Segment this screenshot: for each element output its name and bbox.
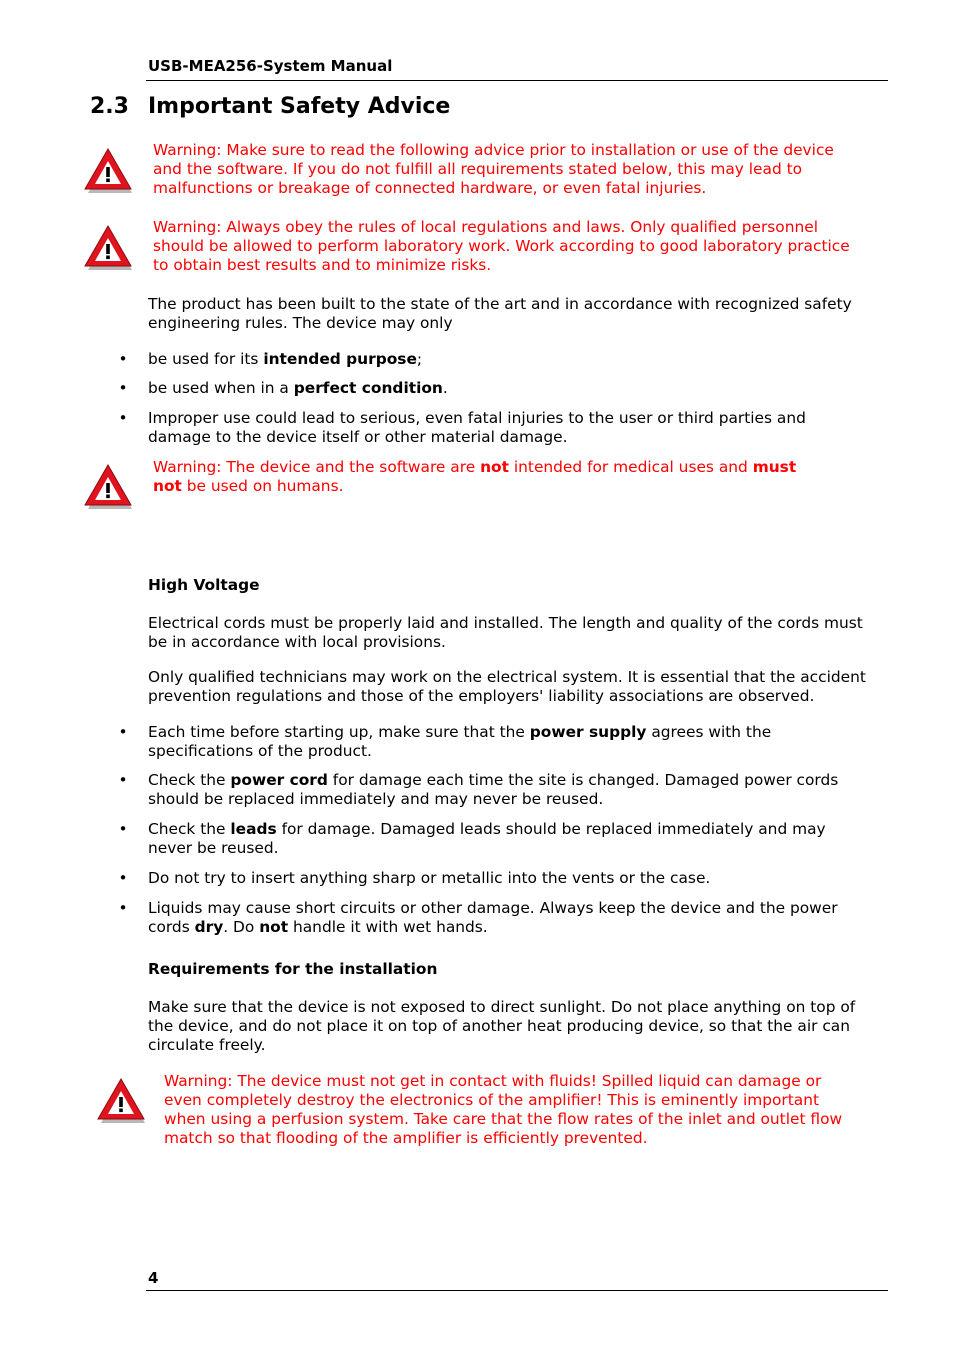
manual-title: USB-MEA256-System Manual <box>148 57 393 75</box>
warning-triangle-icon <box>95 1076 147 1124</box>
warning-text-medical: Warning: The device and the software are not intended for medical uses and must not be used on humans. <box>153 458 797 495</box>
list-item: • be used for its intended purpose; <box>118 350 423 368</box>
warning-triangle-icon <box>82 146 134 194</box>
section-number: 2.3 <box>90 94 129 119</box>
list-item: • be used when in a perfect condition. <box>118 379 448 397</box>
warning-text-read-advice: Warning: Make sure to read the following advice prior to installation or use of the device and the software. If you do not fulfill all requirements stated below, this may lead to malfunctions or breakage of connected hardware, or even fatal injuries. <box>153 141 834 197</box>
installation-heading: Requirements for the installation <box>148 960 438 978</box>
intro-paragraph: The product has been built to the state of the art and in accordance with recognized safety engineering rules. The device may only <box>148 295 852 332</box>
list-item: • Each time before starting up, make sure that the power supply agrees with the specifications of the product. <box>118 723 772 760</box>
header-divider <box>146 80 888 81</box>
section-heading <box>90 91 450 123</box>
warning-triangle-icon <box>82 223 134 271</box>
list-item: • Check the leads for damage. Damaged leads should be replaced immediately and may never be reused. <box>118 820 826 857</box>
list-item: • Check the power cord for damage each time the site is changed. Damaged power cords should be replaced immediately and may never be reused. <box>118 771 839 808</box>
list-item: • Liquids may cause short circuits or other damage. Always keep the device and the power cords dry. Do not handle it with wet hands. <box>118 899 838 936</box>
high-voltage-paragraph-2: Only qualified technicians may work on the electrical system. It is essential that the accident prevention regulations and those of the employers' liability associations are observed. <box>148 668 866 705</box>
footer-divider <box>146 1290 888 1291</box>
warning-text-fluids: Warning: The device must not get in contact with fluids! Spilled liquid can damage or even completely destroy the electronics of the amplifier! This is eminently important when using a perfusion system. Take care that the flow rates of the inlet and outlet flow match so that flooding of the amplifier is efficiently prevented. <box>164 1072 843 1147</box>
page-number: 4 <box>148 1269 159 1287</box>
list-item: • Do not try to insert anything sharp or metallic into the vents or the case. <box>118 869 711 887</box>
section-title: Important Safety Advice <box>148 94 451 119</box>
warning-triangle-icon <box>82 462 134 510</box>
high-voltage-heading: High Voltage <box>148 576 260 594</box>
high-voltage-paragraph-1: Electrical cords must be properly laid and installed. The length and quality of the cords must be in accordance with local provisions. <box>148 614 863 651</box>
installation-paragraph: Make sure that the device is not exposed to direct sunlight. Do not place anything on top of the device, and do not place it on top of another heat producing device, so that the air can circulate freely. <box>148 998 856 1054</box>
warning-text-regulations: Warning: Always obey the rules of local regulations and laws. Only qualified personnel should be allowed to perform laboratory work. Work according to good laboratory practice to obtain best results and to minimize risks. <box>153 218 850 274</box>
list-item: • Improper use could lead to serious, even fatal injuries to the user or third parties and damage to the device itself or other material damage. <box>118 409 806 446</box>
